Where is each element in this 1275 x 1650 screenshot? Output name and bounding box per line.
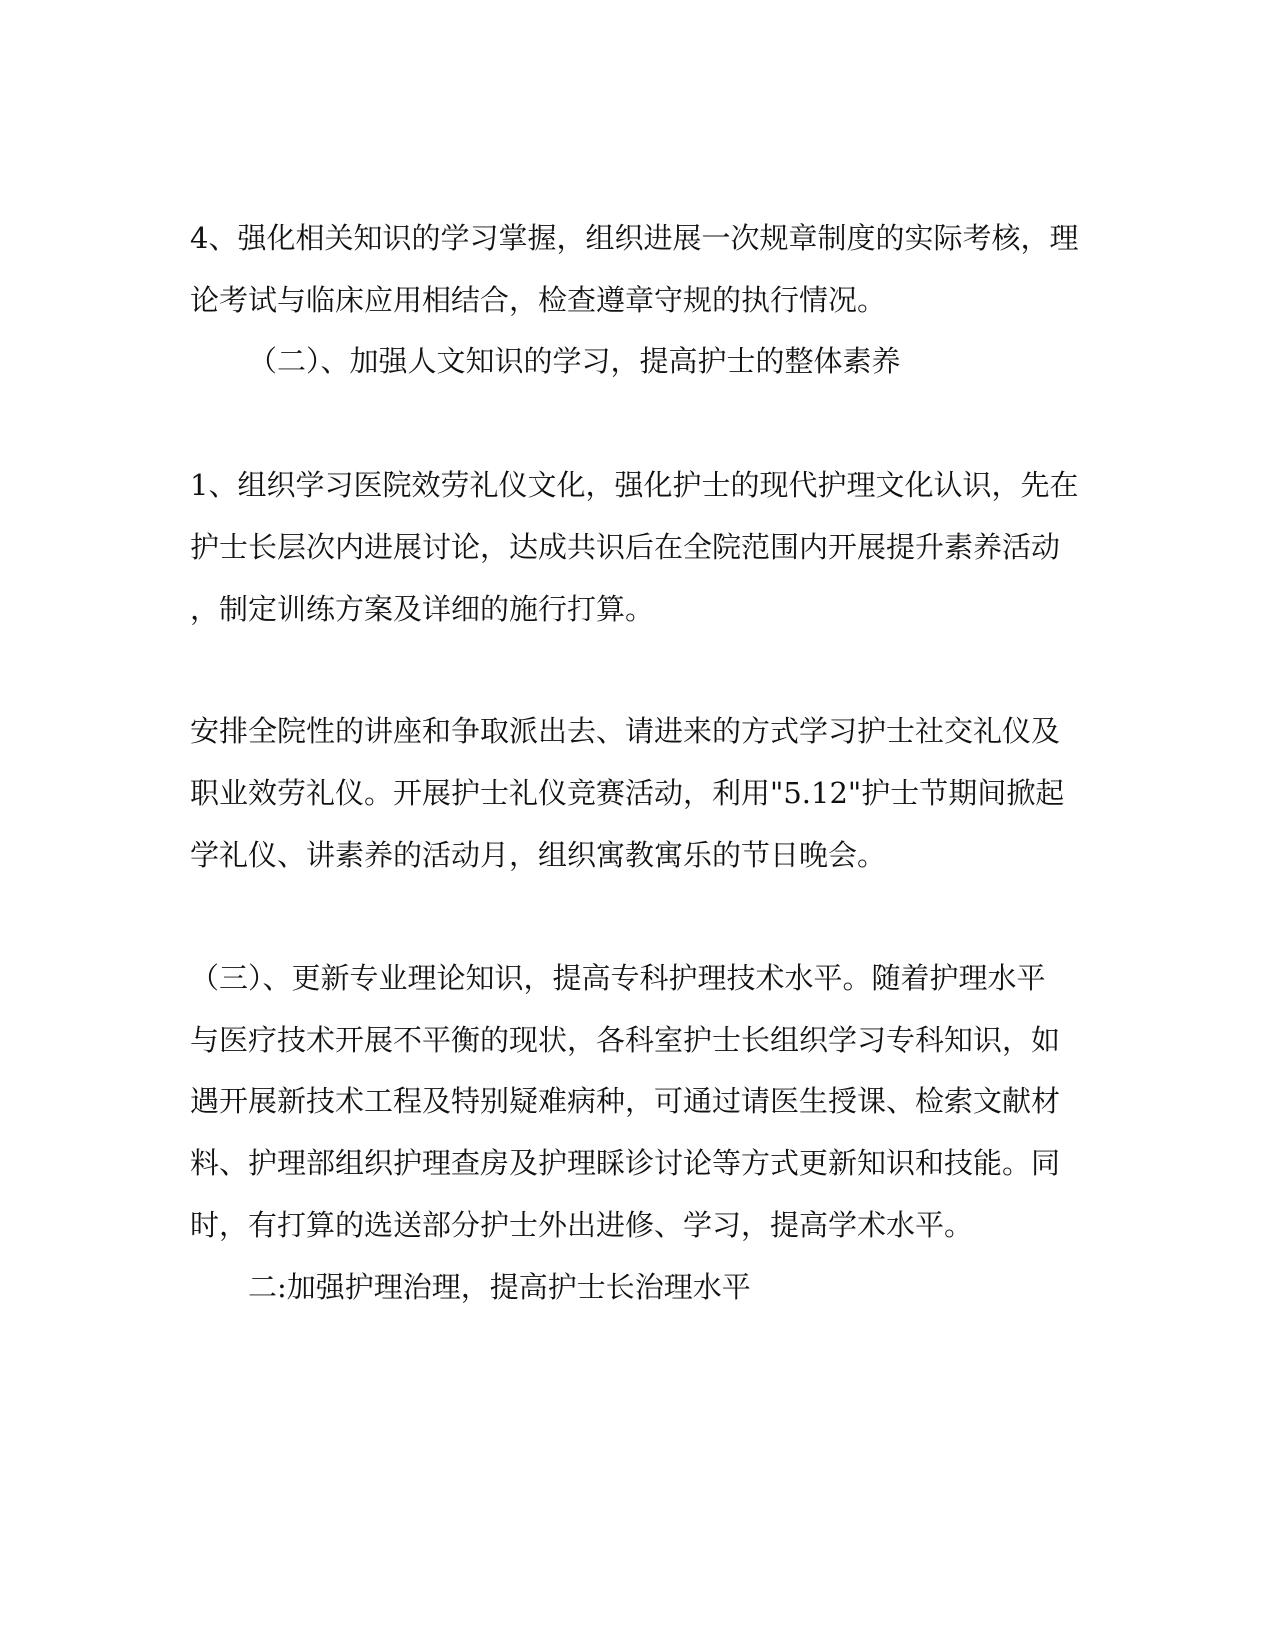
paragraph-4-line-4: 料、护理部组织护理查房及护理睬诊讨论等方式更新知识和技能。同 (190, 1146, 1061, 1180)
paragraph-3-line-2: 职业效劳礼仪。开展护士礼仪竞赛活动，利用"5.12"护士节期间掀起 (190, 776, 1065, 810)
paragraph-3-line-3: 学礼仪、讲素养的活动月，组织寓教寓乐的节日晚会。 (190, 838, 887, 872)
paragraph-2-line-3: ，制定训练方案及详细的施行打算。 (190, 592, 655, 626)
paragraph-4-line-1: （三）、更新专业理论知识，提高专科护理技术水平。随着护理水平 (190, 961, 1046, 995)
paragraph-1-line-1: 4、强化相关知识的学习掌握，组织进展一次规章制度的实际考核，理 (190, 221, 1079, 255)
section-heading-two: 二:加强护理治理，提高护士长治理水平 (248, 1270, 751, 1304)
paragraph-4-line-3: 遇开展新技术工程及特别疑难病种，可通过请医生授课、检索文献材 (190, 1084, 1061, 1118)
paragraph-1-line-2: 论考试与临床应用相结合，检查遵章守规的执行情况。 (190, 283, 887, 317)
paragraph-2-line-2: 护士长层次内进展讨论，达成共识后在全院范围内开展提升素养活动 (190, 530, 1061, 564)
paragraph-4-line-2: 与医疗技术开展不平衡的现状，各科室护士长组织学习专科知识，如 (190, 1023, 1061, 1057)
paragraph-2-line-1: 1、组织学习医院效劳礼仪文化，强化护士的现代护理文化认识，先在 (190, 468, 1079, 502)
paragraph-4-line-5: 时，有打算的选送部分护士外出进修、学习，提高学术水平。 (190, 1208, 974, 1242)
paragraph-3-line-1: 安排全院性的讲座和争取派出去、请进来的方式学习护士社交礼仪及 (190, 714, 1061, 748)
section-heading-2: （二）、加强人文知识的学习，提高护士的整体素养 (248, 344, 901, 378)
